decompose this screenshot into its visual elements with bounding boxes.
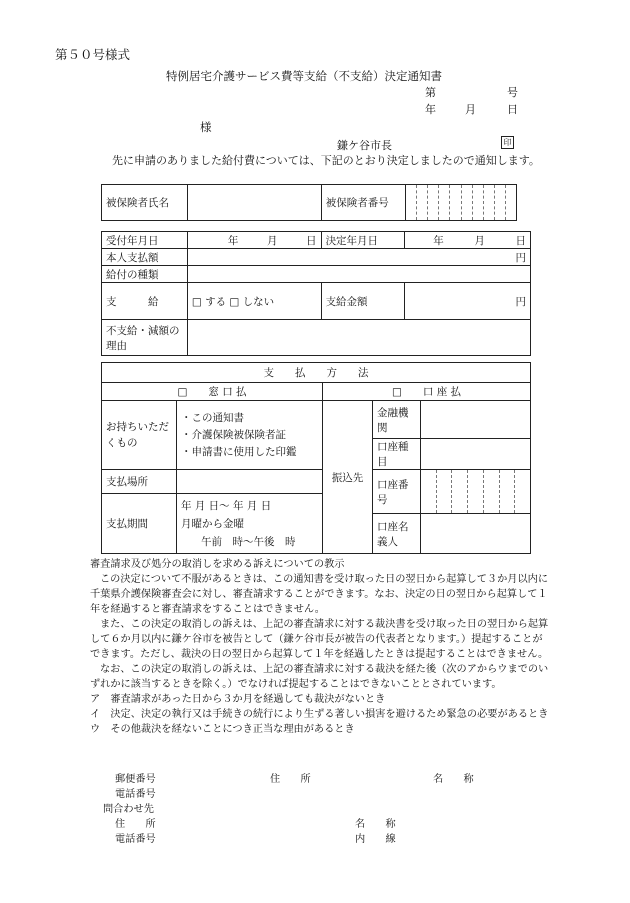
honorific: 様 xyxy=(200,120,212,134)
document-title: 特例居宅介護サービス費等支給（不支給）決定通知書 xyxy=(166,69,442,83)
account-number-row xyxy=(373,470,531,514)
insured-name-label: 被保険者氏名 xyxy=(102,185,188,221)
benefit-type-label: 給付の種類 xyxy=(102,266,188,283)
reason-field[interactable] xyxy=(187,320,530,356)
notes-u: ウ その他裁決を経ないことにつき正当な理由があるとき xyxy=(90,724,355,735)
account-type-field[interactable] xyxy=(421,439,530,469)
amount-label: 支給金額 xyxy=(321,283,405,320)
notes-p3: なお、この決定の取消しの訴えは、上記の審査請求に対する裁決を経た後（次のアからウまでのいずれかに該当するときを除く。）でなければ提起することはできないこととされています。 xyxy=(90,664,549,690)
contact-phone2: 電話番号 xyxy=(115,834,156,845)
period-field[interactable]: 年 月 日～ 年 月 日 月曜から金曜 午前 時～午後 時 xyxy=(177,494,323,554)
contact-name: 名 称 xyxy=(433,774,474,785)
self-pay-label: 本人支払額 xyxy=(102,249,188,266)
reason-label: 不支給・減額の理由 xyxy=(102,320,188,356)
contact-phone: 電話番号 xyxy=(115,789,156,800)
number-digit-boxes xyxy=(406,185,517,220)
account-number-field[interactable] xyxy=(421,470,530,513)
decided-date-label: 決定年月日 xyxy=(321,232,405,249)
bank-field[interactable] xyxy=(421,401,530,438)
amount-field[interactable]: 円 xyxy=(405,283,531,320)
account-type-label: 口座種目 xyxy=(373,439,421,469)
payment-table xyxy=(101,362,531,554)
intro-text: 先に申請のありました給付費については、下記のとおり決定しましたので通知します。 xyxy=(112,154,540,167)
date-month: 月 xyxy=(465,103,476,116)
bank-label: 金融機関 xyxy=(373,401,421,438)
date-day: 日 xyxy=(507,103,518,116)
form-number: 第５０号様式 xyxy=(55,47,131,62)
seal-mark: 印 xyxy=(501,136,514,149)
notes-p1: この決定について不服があるときは、この通知書を受け取った日の翌日から起算して３か月以内に千葉県介護保険審査会に対し、審査請求することができます。なお、決定の日の翌日から起算して１年を経過すると審査請求をすることはできません。 xyxy=(90,574,549,615)
contact-name2: 名 称 xyxy=(355,819,396,830)
insured-number-field[interactable] xyxy=(405,185,517,221)
place-field[interactable] xyxy=(177,470,323,494)
decided-date-field[interactable]: 年 月 日 xyxy=(405,232,531,249)
bring-list: ・この通知書 ・介護保険被保険者証 ・申請書に使用した印鑑 xyxy=(177,401,323,470)
contact-extension: 内 線 xyxy=(355,834,396,845)
contact-address: 住 所 xyxy=(270,774,311,785)
account-type-row xyxy=(373,439,531,470)
appeal-notes xyxy=(90,557,550,737)
period-label: 支払期間 xyxy=(102,494,177,554)
date-year: 年 xyxy=(425,103,436,116)
notes-i: イ 決定、決定の執行又は手続きの続行により生ずる著しい損害を避けるため緊急の必要があるとき xyxy=(90,709,549,720)
contact-postal: 郵便番号 xyxy=(115,774,156,785)
insured-number-label: 被保険者番号 xyxy=(321,185,405,221)
notes-heading: 審査請求及び処分の取消しを求める訴えについての教示 xyxy=(90,559,345,570)
contact-inquiry: 問合わせ先 xyxy=(103,804,154,815)
issue-go: 号 xyxy=(507,86,518,99)
insured-name-field[interactable] xyxy=(187,185,321,221)
payment-heading: 支 払 方 法 xyxy=(102,363,531,383)
self-pay-field[interactable]: 円 xyxy=(187,249,530,266)
insured-table xyxy=(101,184,531,221)
pay-label: 支 給 xyxy=(102,283,188,320)
place-label: 支払場所 xyxy=(102,470,177,494)
decision-table xyxy=(101,231,531,356)
bring-label: お持ちいただくもの xyxy=(102,401,177,470)
holder-row xyxy=(373,514,531,554)
contact-address2: 住 所 xyxy=(115,819,156,830)
notes-p2: また、この決定の取消しの訴えは、上記の審査請求に対する裁決書を受け取った日の翌日から起算して６か月以内に鎌ケ谷市を被告として（鎌ケ谷市長が被告の代表者となります。）提起することができます。ただし、裁決の日の翌日から起算して１年を経過したときは提起することはできません。 xyxy=(90,619,549,660)
benefit-type-field[interactable] xyxy=(187,266,530,283)
holder-label: 口座名義人 xyxy=(373,514,421,553)
transfer-label: 振込先 xyxy=(323,401,373,554)
pay-options[interactable]: □ する □ しない xyxy=(187,283,321,320)
received-date-field[interactable]: 年 月 日 xyxy=(187,232,321,249)
mayor-name: 鎌ケ谷市長 xyxy=(337,139,392,152)
received-date-label: 受付年月日 xyxy=(102,232,188,249)
window-payment-option[interactable]: □ 窓 口 払 xyxy=(102,383,323,401)
account-payment-option[interactable]: □ 口 座 払 xyxy=(323,383,531,401)
holder-field[interactable] xyxy=(421,514,530,553)
issue-dai: 第 xyxy=(425,86,436,99)
notes-a: ア 審査請求があった日から３か月を経過しても裁決がないとき xyxy=(90,694,386,705)
bank-row xyxy=(373,401,531,439)
account-number-label: 口座番号 xyxy=(373,470,421,513)
